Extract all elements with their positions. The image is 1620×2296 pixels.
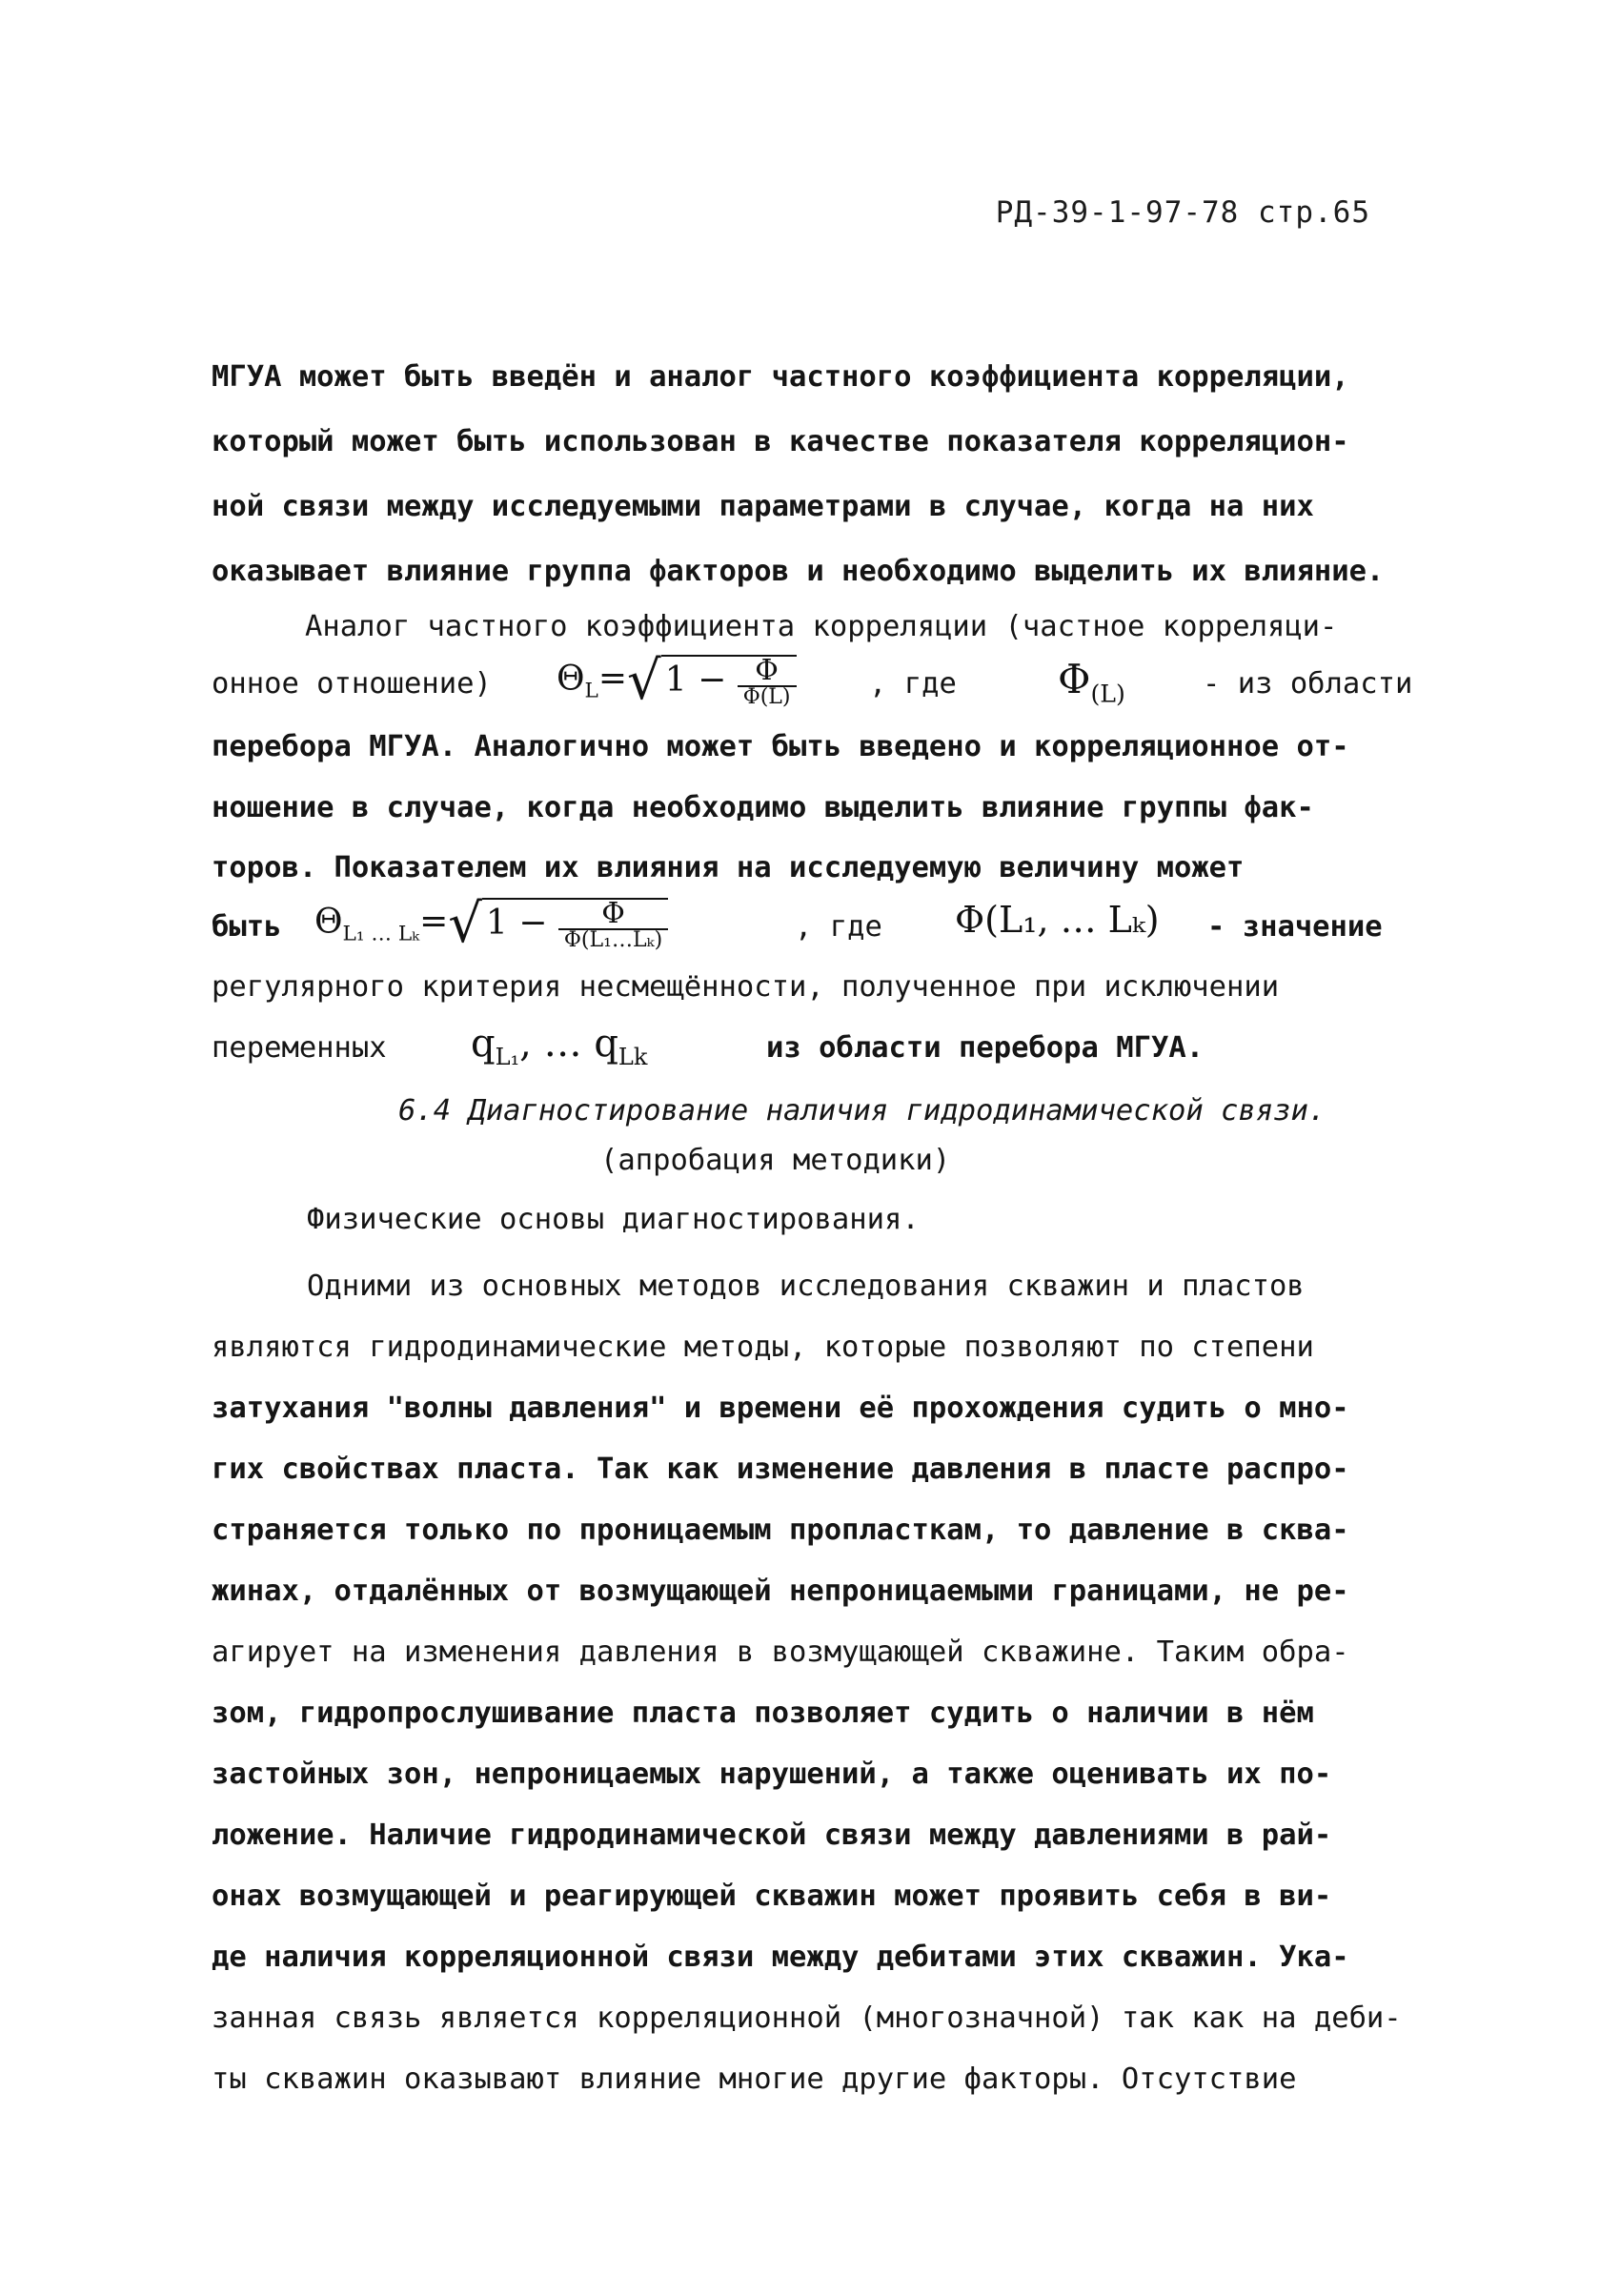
paragraph-line: ты скважин оказывают влияние многие другие факторы. Отсутствие bbox=[212, 2062, 1297, 2096]
formula-symbol: = bbox=[597, 659, 628, 699]
paragraph-line: страняется только по проницаемым пропласткам, то давление в сква- bbox=[212, 1514, 1349, 1547]
paragraph-line: зом, гидропрослушивание пласта позволяет судить о наличии в нём bbox=[212, 1697, 1314, 1730]
paragraph-line: застойных зон, непроницаемых нарушений, а также оценивать их по- bbox=[212, 1758, 1332, 1791]
formula-subscript: (L) bbox=[1090, 680, 1125, 708]
formula-phi-l1-lk: Φ(L₁, … Lₖ) bbox=[955, 899, 1160, 941]
paragraph-line: гих свойствах пласта. Так как изменение давления в пласте распро- bbox=[212, 1453, 1349, 1486]
paragraph-line: Одними из основных методов исследования скважин и пластов bbox=[307, 1270, 1305, 1303]
formula-numerator: Φ bbox=[601, 896, 625, 930]
formula-symbol: Φ bbox=[1058, 656, 1091, 702]
paragraph-line: де наличия корреляционной связи между дебитами этих скважин. Ука- bbox=[212, 1940, 1349, 1974]
formula-variables bbox=[471, 1022, 647, 1070]
formula-symbol: Θ bbox=[314, 902, 343, 942]
text-fragment: из области перебора МГУА. bbox=[766, 1031, 1205, 1065]
formula-symbol: 1 − bbox=[485, 903, 548, 943]
formula-theta-l1-lk bbox=[314, 893, 668, 955]
page-header: РД-39-1-97-78 стр.65 bbox=[995, 195, 1370, 230]
paragraph-line: ношение в случае, когда необходимо выделить влияние группы фак- bbox=[212, 791, 1314, 824]
formula-subscript: Lk bbox=[618, 1044, 648, 1070]
formula-numerator: Φ bbox=[755, 653, 779, 687]
paragraph-line: МГУА может быть введён и аналог частного коэффициента корреляции, bbox=[212, 360, 1349, 394]
paragraph-line: перебора МГУА. Аналогично может быть введено и корреляционное от- bbox=[212, 730, 1349, 763]
formula-subscript: L bbox=[584, 679, 598, 703]
sqrt-symbol: √ bbox=[627, 650, 661, 712]
formula-theta-l bbox=[557, 650, 797, 712]
paragraph-line: Аналог частного коэффициента корреляции (частное корреляци- bbox=[305, 610, 1338, 643]
text-fragment: - значение bbox=[1207, 910, 1383, 944]
paragraph-line: регулярного критерия несмещённости, полученное при исключении bbox=[212, 970, 1280, 1004]
formula-symbol: , … q bbox=[519, 1022, 618, 1066]
paragraph-line: затухания "волны давления" и времени её прохождения судить о мно- bbox=[212, 1392, 1349, 1425]
paragraph-line: являются гидродинамические методы, которые позволяют по степени bbox=[212, 1331, 1314, 1364]
section-title: 6.4 Диагностирование наличия гидродинамической связи. bbox=[398, 1094, 1326, 1128]
paragraph-line: агирует на изменения давления в возмущающей скважине. Таким обра- bbox=[212, 1636, 1349, 1669]
text-fragment: онное отношение) bbox=[212, 667, 492, 701]
paragraph-line: жинах, отдалённых от возмущающей непроницаемыми границами, не ре- bbox=[212, 1575, 1349, 1608]
formula-denominator: Φ(L) bbox=[738, 685, 797, 708]
text-fragment: переменных bbox=[212, 1031, 387, 1065]
sqrt-symbol: √ bbox=[448, 893, 482, 955]
formula-denominator: Φ(L₁…Lₖ) bbox=[558, 928, 668, 951]
section-subtitle: (апробация методики) bbox=[600, 1144, 951, 1177]
paragraph-line: который может быть использован в качестве показателя корреляцион- bbox=[212, 425, 1349, 458]
text-fragment: - из области bbox=[1203, 667, 1413, 701]
paragraph-line: занная связь является корреляционной (многозначной) так как на деби- bbox=[212, 2001, 1402, 2035]
formula-phi-l bbox=[1058, 656, 1125, 707]
section-subheading: Физические основы диагностирования. bbox=[307, 1203, 920, 1236]
formula-symbol: = bbox=[419, 902, 449, 942]
paragraph-line: торов. Показателем их влияния на исследуемую величину может bbox=[212, 851, 1245, 884]
formula-symbol: 1 − bbox=[664, 660, 727, 700]
text-fragment: , где bbox=[795, 910, 882, 944]
paragraph-line: оказывает влияние группа факторов и необходимо выделить их влияние. bbox=[212, 555, 1385, 588]
text-fragment: , где bbox=[869, 667, 957, 701]
formula-subscript: L₁ … Lₖ bbox=[342, 922, 420, 946]
paragraph-line: ложение. Наличие гидродинамической связи между давлениями в рай- bbox=[212, 1819, 1332, 1852]
paragraph-line: ной связи между исследуемыми параметрами в случае, когда на них bbox=[212, 490, 1314, 523]
text-fragment: быть bbox=[212, 910, 282, 944]
formula-subscript: L₁ bbox=[495, 1044, 520, 1070]
paragraph-line: онах возмущающей и реагирующей скважин может проявить себя в ви- bbox=[212, 1879, 1332, 1913]
formula-symbol: q bbox=[471, 1022, 496, 1066]
formula-symbol: Θ bbox=[557, 659, 585, 699]
